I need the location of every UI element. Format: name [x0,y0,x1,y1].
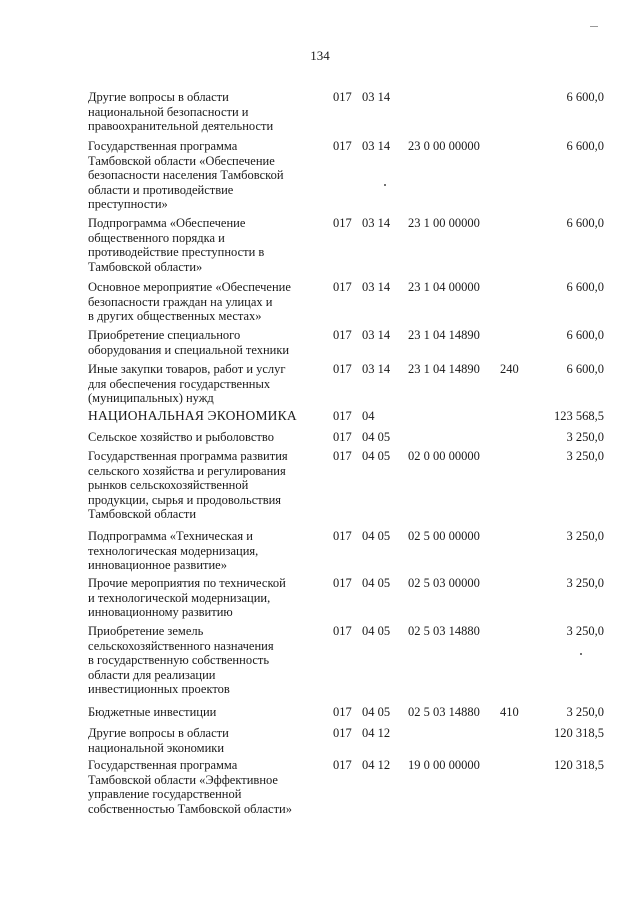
row-target-article: 23 1 04 00000 [408,280,480,294]
row-amount: 6 600,0 [566,328,604,342]
row-ved: 017 [333,430,352,444]
row-target-article: 02 5 03 14880 [408,705,480,719]
row-section: 03 14 [362,216,391,230]
row-target-article: 02 5 00 00000 [408,529,480,543]
row-section: 04 12 [362,758,391,772]
row-ved: 017 [333,529,352,543]
row-section: 03 14 [362,280,391,294]
row-name: НАЦИОНАЛЬНАЯ ЭКОНОМИКА [88,408,297,423]
row-amount: 6 600,0 [566,216,604,230]
row-amount: 3 250,0 [566,449,604,463]
row-amount: 3 250,0 [566,430,604,444]
row-name: Государственная программа Тамбовской области «Обеспечение безопасности населения Тамбовской области и противодействие преступности» [88,139,284,211]
row-name: Государственная программа Тамбовской области «Эффективное управление государственной собственностью Тамбовской области» [88,758,292,816]
row-target-article: 23 1 00 00000 [408,216,480,230]
row-ved: 017 [333,328,352,342]
row-section: 04 05 [362,624,391,638]
row-target-article: 23 1 04 14890 [408,362,480,376]
row-name: Основное мероприятие «Обеспечение безопасности граждан на улицах и в других общественных местах» [88,280,291,323]
row-amount: 3 250,0 [566,705,604,719]
row-ved: 017 [333,409,352,423]
row-amount: 6 600,0 [566,90,604,104]
row-ved: 017 [333,758,352,772]
row-section: 04 05 [362,576,391,590]
page-number: 134 [310,48,330,63]
row-ved: 017 [333,449,352,463]
row-ved: 017 [333,280,352,294]
row-name: Другие вопросы в области национальной экономики [88,726,229,755]
row-section: 04 05 [362,705,391,719]
row-name: Государственная программа развития сельского хозяйства и регулирования рынков сельскохозяйственной продукции, сырья и продовольствия Тамбовской области [88,449,288,521]
row-name: Иные закупки товаров, работ и услуг для обеспечения государственных (муниципальных) нужд [88,362,286,405]
row-amount: 6 600,0 [566,362,604,376]
row-target-article: 02 5 03 14880 [408,624,480,638]
row-amount: 6 600,0 [566,280,604,294]
row-amount: 3 250,0 [566,624,604,638]
row-target-article: 02 5 03 00000 [408,576,480,590]
row-ved: 017 [333,139,352,153]
row-target-article: 23 0 00 00000 [408,139,480,153]
row-name: Другие вопросы в области национальной безопасности и правоохранительной деятельности [88,90,274,133]
row-section: 03 14 [362,90,391,104]
row-ved: 017 [333,576,352,590]
row-expense-type: 240 [500,362,519,376]
row-amount: 3 250,0 [566,576,604,590]
row-section: 04 05 [362,529,391,543]
row-name: Сельское хозяйство и рыболовство [88,430,274,444]
row-target-article: 19 0 00 00000 [408,758,480,772]
scan-mark [590,26,598,27]
row-name: Прочие мероприятия по технической и технологической модернизации, инновационному развитию [88,576,286,619]
row-name: Приобретение земель сельскохозяйственного назначения в государственную собственность области для реализации инвестиционных проектов [88,624,274,696]
row-amount: 120 318,5 [554,726,604,740]
row-section: 04 05 [362,449,391,463]
row-section: 04 12 [362,726,391,740]
row-section: 03 14 [362,328,391,342]
row-section: 03 14 [362,139,391,153]
row-target-article: 02 0 00 00000 [408,449,480,463]
row-section: 04 05 [362,430,391,444]
row-target-article: 23 1 04 14890 [408,328,480,342]
row-expense-type: 410 [500,705,519,719]
row-amount: 3 250,0 [566,529,604,543]
row-name: Подпрограмма «Обеспечение общественного порядка и противодействие преступности в Тамбовской области» [88,216,265,274]
row-ved: 017 [333,90,352,104]
row-ved: 017 [333,216,352,230]
row-section: 04 [362,409,375,423]
row-section: 03 14 [362,362,391,376]
row-ved: 017 [333,362,352,376]
row-name: Бюджетные инвестиции [88,705,217,719]
row-amount: 123 568,5 [554,409,604,423]
row-name: Подпрограмма «Техническая и технологическая модернизация, инновационное развитие» [88,529,259,572]
scan-speck [580,653,582,655]
row-ved: 017 [333,726,352,740]
row-amount: 6 600,0 [566,139,604,153]
row-ved: 017 [333,705,352,719]
scan-speck [384,184,386,186]
row-ved: 017 [333,624,352,638]
row-name: Приобретение специального оборудования и специальной техники [88,328,290,357]
row-amount: 120 318,5 [554,758,604,772]
